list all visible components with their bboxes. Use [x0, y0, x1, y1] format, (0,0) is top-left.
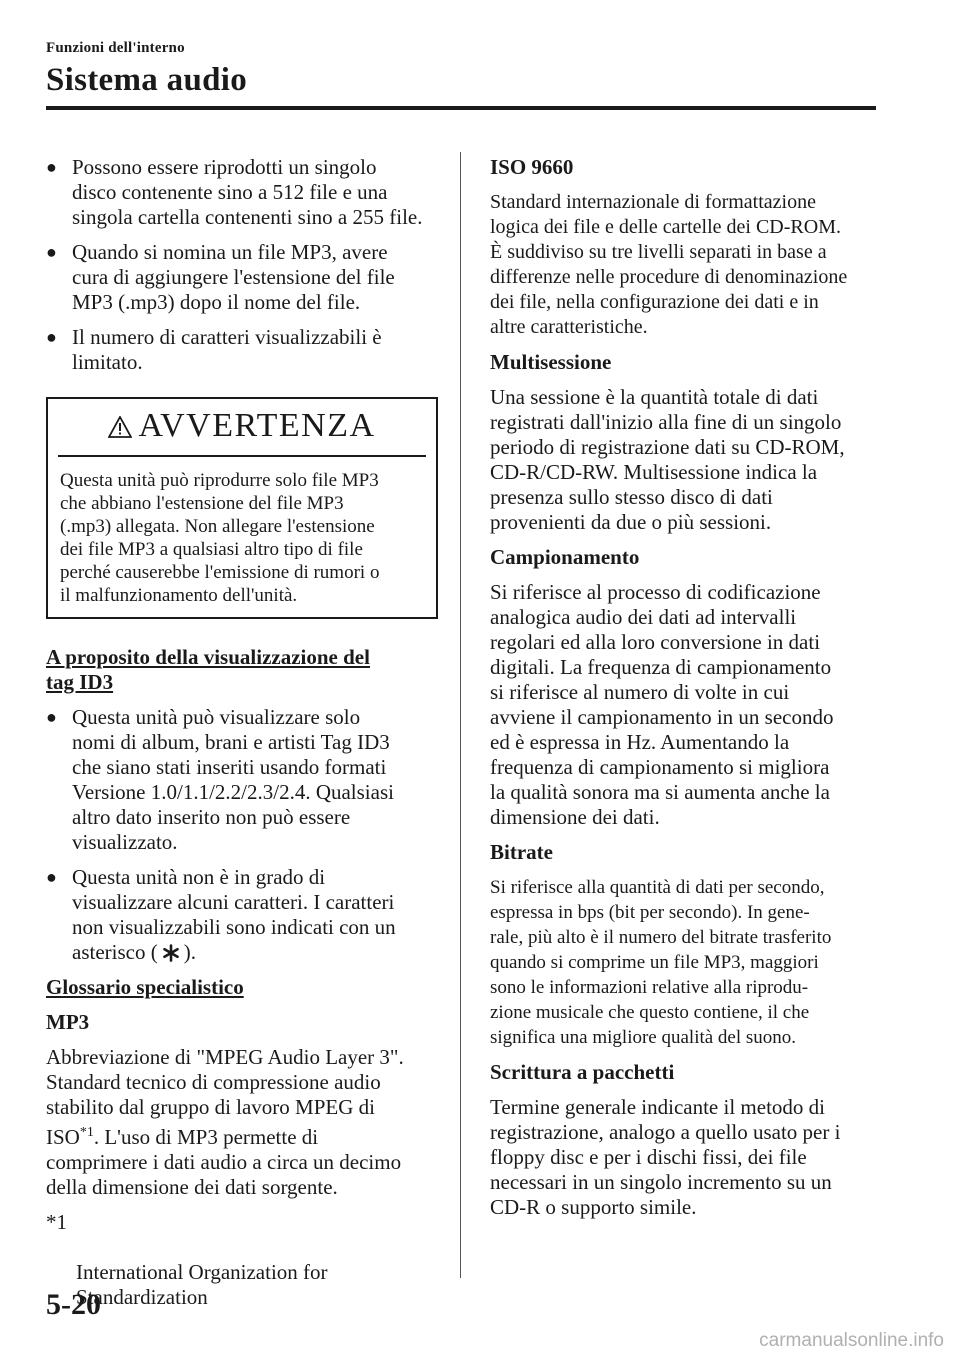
bullet-icon: ● — [46, 707, 57, 727]
term-title: ISO 9660 — [490, 155, 574, 179]
term-text: Una sessione è la quantità totale di dati registrati dall'inizio alla fine di un singolo periodo di registrazione dati su CD-ROM, CD-R/CD-RW. Multisessione indica la presenza sullo stesso disco di dati provenienti da due o più sessioni. — [490, 385, 845, 534]
list-item — [46, 325, 438, 375]
section-label: Funzioni dell'interno — [46, 40, 185, 56]
term-text: Standard internazionale di formattazione logica dei file e delle cartelle dei CD-ROM. È suddiviso su tre livelli separati in base a differenze nelle procedure di denominazione dei file, nella configurazione dei dati e in altre caratteristiche. — [490, 191, 848, 338]
warning-triangle-icon — [108, 416, 132, 438]
page-title: Sistema audio — [46, 62, 248, 98]
term-title: Scrittura a pacchetti — [490, 1060, 675, 1084]
bullet-text: Quando si nomina un file MP3, avere cura di aggiungere l'estensione del file MP3 (.mp3) dopo il nome del file. — [72, 240, 395, 314]
term-text-part: Abbreviazione di "MPEG Audio Layer 3". Standard tecnico di compressione audio stabilito dal gruppo di lavoro MPEG di ISO — [46, 1045, 404, 1149]
title-rule — [46, 106, 876, 110]
footnote-mark: *1 — [46, 1210, 67, 1234]
bullet-icon: ● — [46, 242, 57, 262]
bullet-text: Questa unità può visualizzare solo nomi di album, brani e artisti Tag ID3 che siano stati inseriti usando formati Versione 1.0/1.1/2.2/2.3/2.4. Qualsiasi altro dato inserito non può essere visualizzato. — [72, 705, 394, 854]
id3-heading: A proposito della visualizzazione del tag ID3 — [46, 645, 370, 694]
footnote-text: International Organization for Standardization — [76, 1260, 328, 1309]
term-text — [46, 1045, 438, 1200]
watermark: carmanualsonline.info — [759, 1330, 944, 1351]
bullet-icon: ● — [46, 867, 57, 887]
bullet-text: Il numero di caratteri visualizzabili è limitato. — [72, 325, 382, 374]
warning-header — [58, 399, 426, 457]
list-item — [46, 865, 438, 965]
list-item — [46, 155, 438, 230]
bullet-text-end: ). — [183, 940, 196, 964]
term-text: Termine generale indicante il metodo di registrazione, analogo a quello usato per i floppy disc e per i dischi fissi, dei file necessari in un singolo incremento su un CD-R o supporto simile. — [490, 1095, 841, 1219]
glossary-heading: Glossario specialistico — [46, 975, 244, 999]
term-title: MP3 — [46, 1010, 90, 1034]
page-number: 5-20 — [46, 1288, 101, 1321]
bullet-icon: ● — [46, 327, 57, 347]
term-text-part: . L'uso di MP3 permette di comprimere i dati audio a circa un decimo della dimensione dei dati sorgente. — [46, 1125, 402, 1199]
bullet-text — [72, 865, 396, 964]
right-column — [490, 155, 876, 1230]
term-title: Bitrate — [490, 840, 553, 864]
term-title: Multisessione — [490, 350, 612, 374]
term-title: Campionamento — [490, 545, 640, 569]
list-item — [46, 705, 438, 855]
bullet-text: Possono essere riprodotti un singolo disco contenente sino a 512 file e una singola cartella contenenti sino a 255 file. — [72, 155, 423, 229]
asterisk-icon — [162, 944, 180, 962]
column-divider — [460, 152, 461, 1278]
bullet-text-part: Questa unità non è in grado di visualizzare alcuni caratteri. I caratteri non visualizzabili sono indicati con un asterisco ( — [72, 865, 396, 964]
list-item — [46, 240, 438, 315]
footnote — [46, 1210, 438, 1310]
left-column — [46, 155, 438, 1310]
warning-title: AVVERTENZA — [138, 407, 376, 444]
footnote-ref: *1 — [79, 1125, 94, 1140]
term-text: Si riferisce alla quantità di dati per secondo, espressa in bps (bit per secondo). In gene- rale, più alto è il numero del bitrate trasferito quando si comprime un file MP3, maggiori sono le informazioni relative alla riprodu- zione musicale che questo contiene, il che significa una migliore qualità del suono. — [490, 877, 832, 1048]
warning-text: Questa unità può riprodurre solo file MP3 che abbiano l'estensione del file MP3 (.mp3) allegata. Non allegare l'estensione dei file MP3 a qualsiasi altro tipo di file perché causerebbe l'emissione di rumori o il malfunzionamento dell'unità. — [60, 470, 380, 606]
term-text: Si riferisce al processo di codificazione analogica audio dei dati ad intervalli regolari ed alla loro conversione in dati digitali. La frequenza di campionamento si riferisce al numero di volte in cui avviene il campionamento in un secondo ed è espressa in Hz. Aumentando la frequenza di campionamento si migliora la qualità sonora ma si aumenta anche la dimensione dei dati. — [490, 580, 834, 829]
bullet-icon: ● — [46, 157, 57, 177]
warning-box — [46, 397, 438, 619]
